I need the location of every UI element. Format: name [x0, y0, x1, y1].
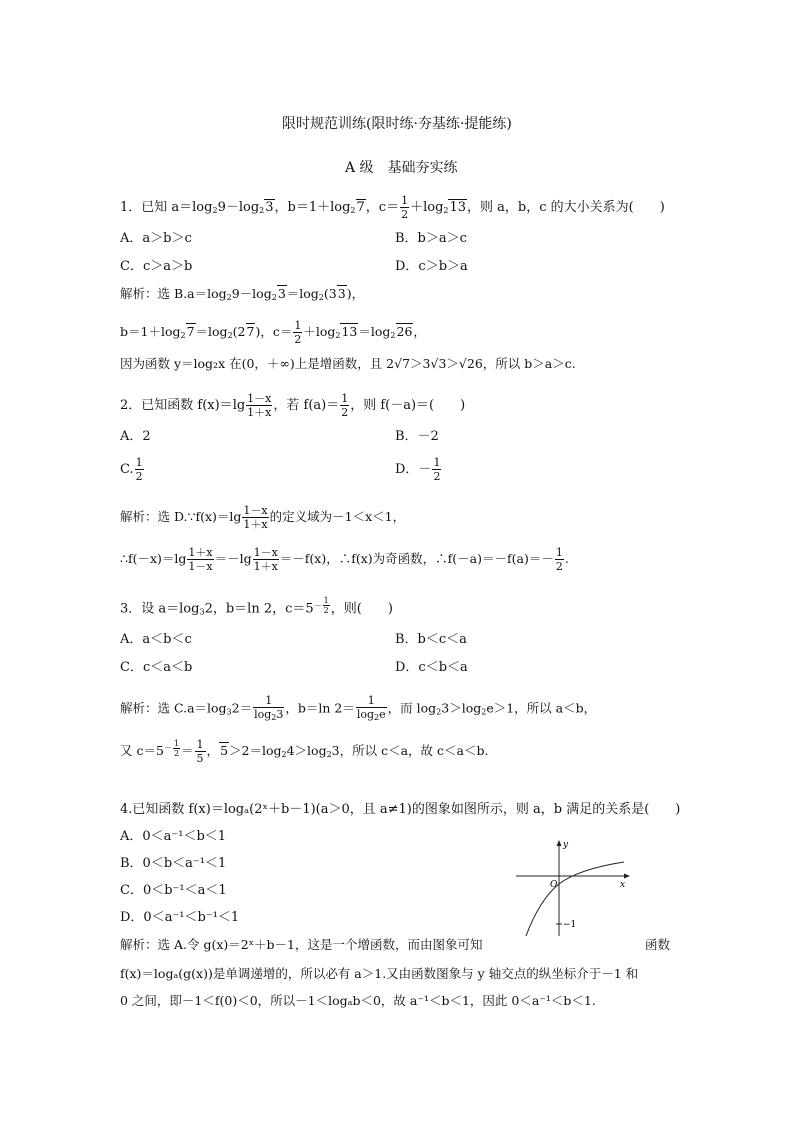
section-heading: A 级 基础夯实练	[345, 160, 458, 176]
x-axis-label: x	[620, 880, 626, 890]
q4-option-c[interactable]: C．0＜b⁻¹＜a＜1	[120, 883, 227, 898]
q1-option-a[interactable]: A．a＞b＞c	[120, 231, 192, 246]
x-axis-arrow-icon	[624, 874, 630, 879]
q3-solution-line2: 又 $c=5^{- \frac{1}{2}}$ ＝ $\frac{1}{5}$ ，$5>2=\log_24>\log_23$，所以 c＜a，故 c＜a＜b.	[120, 738, 489, 765]
y-axis-arrow-icon	[557, 840, 562, 846]
q4-option-a[interactable]: A．0＜a⁻¹＜b＜1	[120, 829, 227, 844]
q1-solution-line2: $b=1+\log_27=\log_2(27)$，c＝ $\frac{1}{2}$ $+\log_213=\log_226$，	[120, 319, 426, 346]
q3-option-d[interactable]: D．c＜b＜a	[395, 660, 468, 675]
question-4-stem: 4.已知函数 f(x)＝logₐ(2ˣ＋b－1)(a＞0，且 a≠1)的图象如图所示，则 a，b 满足的关系是( )	[120, 802, 681, 817]
q1-option-c[interactable]: C．c＞a＞b	[120, 259, 193, 274]
q2-option-b[interactable]: B．－2	[395, 429, 439, 444]
y-axis-label: y	[563, 840, 569, 850]
q3-option-c[interactable]: C．c＜a＜b	[120, 660, 193, 675]
q1-option-b[interactable]: B．b＞a＞c	[395, 231, 467, 246]
question-2-stem: 2．已知函数 f(x)＝lg $\frac{1-x}{1+x}$ ，若 f(a)＝ $\frac{1}{2}$ ，则 f(－a)＝( )	[120, 392, 466, 419]
question-3-stem: 3．设 $a=\log_32$，b＝ln 2，$c=5^{- \frac{1}{2}}$ ，则( )	[120, 596, 393, 617]
q1-solution-line1: 解析：选 $B.a=\log_29-\log_23=\log_2(33)$，	[120, 286, 365, 302]
q1-solution-label: 解析：	[120, 286, 158, 301]
q2-option-d[interactable]: D．－ $\frac{1}{2}$	[395, 456, 441, 483]
q1-option-d[interactable]: D．c＞b＞a	[395, 259, 468, 274]
q4-function-graph	[512, 836, 634, 936]
q2-option-c[interactable]: C. $\frac{1}{2}$	[120, 456, 143, 483]
q4-solution-line2: f(x)＝logₐ(g(x))是单调递增的，所以必有 a＞1.又由函数图象与 y 轴交点的纵坐标介于－1 和	[120, 966, 639, 981]
q3-option-b[interactable]: B．b＜c＜a	[395, 632, 467, 647]
origin-label: O	[550, 880, 558, 890]
q3-option-a[interactable]: A．a＜b＜c	[120, 632, 192, 647]
q2-option-a[interactable]: A．2	[120, 429, 151, 444]
q3-solution-line1: 解析：选 $C.a=\log_32=$ $\frac{1}{\log_23}$ ，b＝ln 2＝ $\frac{1}{\log_2e}$ ，而 $\log_23>\log_2e>1$，所以 a＜b，	[120, 694, 597, 722]
q4-solution-line1: 解析：选 A.令 g(x)＝2ˣ＋b－1，这是一个增函数，而由图象可知	[120, 937, 483, 952]
q4-solution-line1-right: 函数	[645, 937, 671, 952]
q4-solution-line3: 0 之间，即－1＜f(0)＜0，所以－1＜logₐb＜0，故 a⁻¹＜b＜1，因此 0＜a⁻¹＜b＜1.	[120, 993, 596, 1008]
q4-option-d[interactable]: D．0＜a⁻¹＜b⁻¹＜1	[120, 910, 240, 925]
q4-option-b[interactable]: B．0＜b＜a⁻¹＜1	[120, 856, 227, 871]
q1-solution-line3: 因为函数 y＝log₂x 在(0，＋∞)上是增函数，且 2√7＞3√3＞√26，所以 b＞a＞c.	[120, 356, 576, 371]
q2-option-c-label: C.	[120, 462, 134, 477]
page-title: 限时规范训练(限时练·夯基练·提能练)	[282, 116, 512, 132]
q1-prefix: 1．已知 a＝log	[120, 200, 213, 215]
q2-option-d-label: D．－	[395, 462, 432, 477]
tick-label: −1	[563, 920, 577, 930]
question-1-stem: 1．已知 $a=\log_29-\log_23$，$b=1+\log_27$，c＝ $\frac{1}{2}$ $+\log_213$，则 a，b，c 的大小关系为( )	[120, 194, 665, 221]
q2-solution-line2: ∴f(－x)＝lg $\frac{1+x}{1-x}$ ＝－lg $\frac{1-x}{1+x}$ ＝－f(x)，∴f(x)为奇函数，∴f(－a)＝－f(a)＝－ $\frac{1}{2}$ .	[120, 546, 569, 573]
q2-solution-line1: 解析：选 D.∵f(x)＝lg $\frac{1-x}{1+x}$ 的定义域为－1＜x＜1，	[120, 504, 406, 531]
